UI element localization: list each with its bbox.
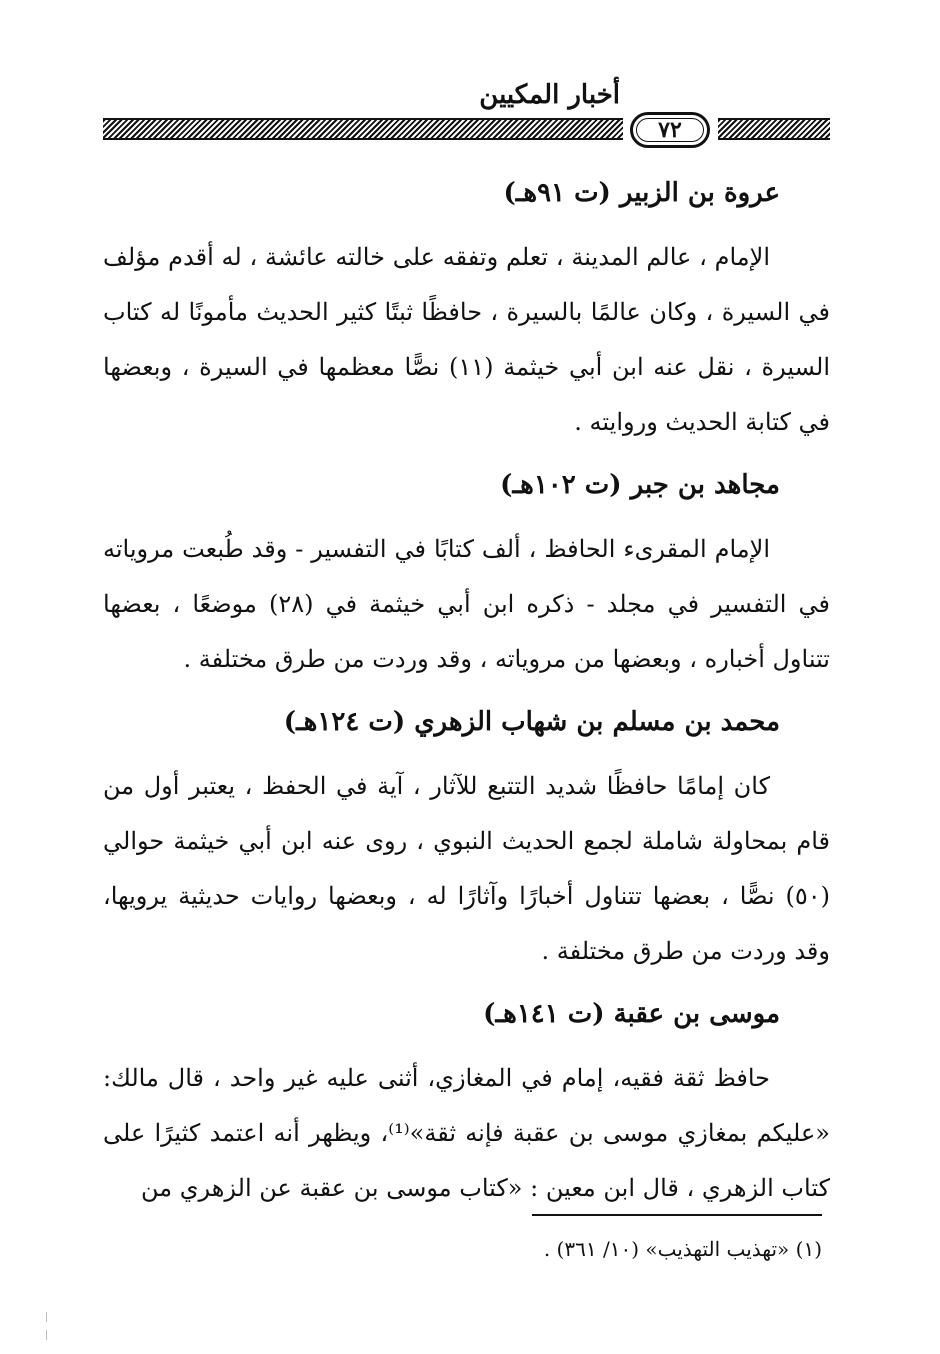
running-title: أخبار المكيين [479,80,620,110]
footnote-divider [532,1214,822,1216]
header-rule-right [718,118,830,140]
margin-mark [46,1330,47,1340]
section-paragraph-musa: حافظ ثقة فقيه، إمام في المغازي، أثنى عليه غير واحد ، قال مالك: «عليكم بمغازي موسى بن عقبة فإنه ثقة»⁽¹⁾، ويظهر أنه اعتمد كثيرًا على كتاب الزهري ، قال ابن معين : «كتاب موسى بن عقبة عن الزهري من [103,1064,830,1202]
section-heading-zuhri: محمد بن مسلم بن شهاب الزهري (ت ١٢٤هـ) [283,707,780,737]
section-heading-urwa: عروة بن الزبير (ت ٩١هـ) [503,178,780,208]
margin-mark [46,1312,47,1322]
section-paragraph-urwa: الإمام ، عالم المدينة ، تعلم وتفقه على خالته عائشة ، له أقدم مؤلف في السيرة ، وكان عالمًا بالسيرة ، حافظًا ثبتًا كثير الحديث مأمونًا له كتاب السيرة ، نقل عنه ابن أبي خيثمة (١١) نصًّا معظمها في السيرة ، وبعضها في كتابة الحديث وروايته . [103,243,831,436]
section-paragraph-mujahid: الإمام المقرىء الحافظ ، ألف كتابًا في التفسير - وقد طُبعت مروياته في التفسير في مجلد - ذكره ابن أبي خيثمة في (٢٨) موضعًا ، بعضها تتناول أخباره ، وبعضها من مروياته ، وقد وردت من طرق مختلفة . [103,535,830,673]
main-text [103,160,830,1216]
footnote: (١) «تهذيب التهذيب» (١٠/ ٣٦١) . [543,1237,822,1261]
section-paragraph-zuhri: كان إمامًا حافظًا شديد التتبع للآثار ، آية في الحفظ ، يعتبر أول من قام بمحاولة شاملة لجمع الحديث النبوي ، روى عنه ابن أبي خيثمة حوالي (٥٠) نصًّا ، بعضها تتناول أخبارًا وآثارًا له ، وبعضها روايات حديثية يرويها، وقد وردت من طرق مختلفة . [103,772,830,965]
page-number: ٧٢ [630,112,710,148]
section-heading-mujahid: مجاهد بن جبر (ت ١٠٢هـ) [500,470,780,500]
section-heading-musa: موسى بن عقبة (ت ١٤١هـ) [483,999,780,1029]
header-rule-left [103,118,623,140]
